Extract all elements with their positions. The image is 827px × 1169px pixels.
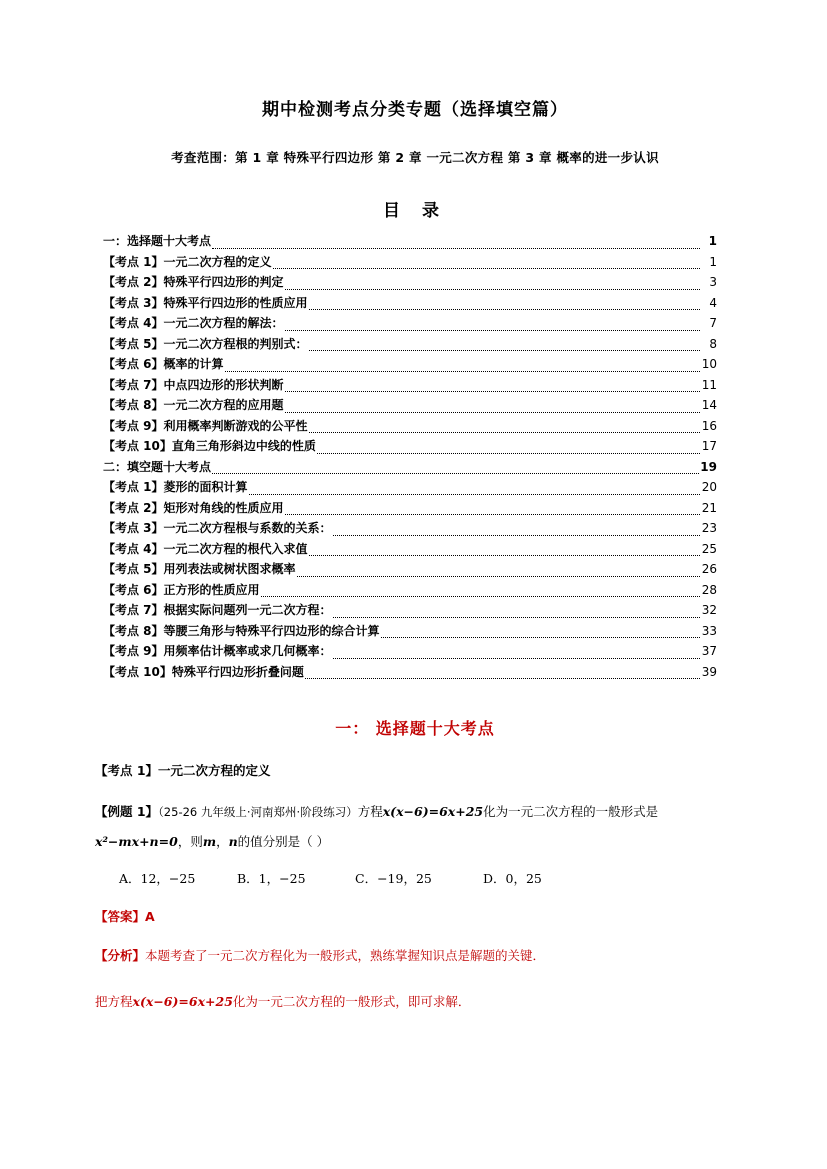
toc-entry[interactable] (103, 662, 717, 683)
toc-entry-label: 【考点 2】矩形对角线的性质应用 (103, 500, 284, 515)
toc-entry[interactable] (103, 395, 717, 416)
analysis-row (95, 943, 735, 969)
toc-entry-page: 11 (701, 377, 717, 392)
toc-entry[interactable] (103, 375, 717, 396)
section-title: 一： 选择题十大考点 (335, 719, 495, 738)
toc-leader-dots (285, 411, 700, 413)
toc-leader-dots (309, 431, 700, 433)
toc-leader-dots (225, 370, 700, 372)
example-label: 【例题 1】 (95, 804, 159, 819)
body-section (95, 716, 735, 1015)
example-text-3: ，则 (177, 834, 203, 849)
toc-entry[interactable] (103, 559, 717, 580)
toc-entry-label: 【考点 1】一元二次方程的定义 (103, 254, 272, 269)
toc-entry-label: 【考点 9】用频率估计概率或求几何概率： (103, 644, 332, 658)
toc-entry-page: 1 (708, 234, 717, 248)
toc-entry-page: 17 (701, 439, 717, 453)
toc-leader-dots (249, 493, 700, 495)
toc-entry-label: 【考点 5】一元二次方程根的判别式： (103, 336, 308, 351)
example-equation-1: x(x−6)=6x+25 (382, 804, 484, 819)
toc-entry[interactable] (103, 272, 717, 293)
toc-entry-page: 4 (709, 295, 717, 310)
toc-entry-label: 一：选择题十大考点 (103, 234, 212, 248)
toc-leader-dots (212, 472, 699, 474)
example-text-4: 的值分别是（ ） (237, 834, 330, 849)
toc-entry-page: 28 (701, 582, 717, 597)
toc-leader-dots (285, 288, 700, 290)
toc-leader-dots (212, 247, 700, 249)
toc-entry-label: 【考点 3】特殊平行四边形的性质应用 (103, 295, 308, 310)
toc-leader-dots (297, 575, 700, 577)
toc-entry-page: 16 (701, 418, 717, 433)
toc-entry-page: 32 (701, 603, 717, 617)
toc-leader-dots (333, 534, 700, 536)
toc-entry-page: 39 (701, 664, 717, 679)
toc-leader-dots (381, 636, 700, 638)
example-source: （25-26 九年级上·河南郑州·阶段练习） (158, 805, 358, 819)
toc-entry-label: 【考点 4】一元二次方程的解法： (103, 316, 284, 330)
toc-entry-page: 8 (709, 336, 717, 351)
toc-entry-label: 【考点 9】利用概率判断游戏的公平性 (103, 418, 308, 433)
example-text-2: 化为一元二次方程的一般形式是 (483, 804, 659, 819)
example-equation-2: x²−mx+n=0 (95, 834, 178, 849)
toc-entry-page: 7 (709, 316, 717, 330)
toc-entry-page: 25 (701, 541, 717, 556)
toc-entry-label: 【考点 1】菱形的面积计算 (103, 480, 248, 494)
toc-heading: 目 录 (383, 201, 447, 221)
toc-entry[interactable] (103, 231, 717, 252)
toc-entry[interactable] (103, 334, 717, 355)
toc-entry-label: 【考点 10】特殊平行四边形折叠问题 (103, 664, 304, 679)
toc-entry[interactable] (103, 600, 717, 621)
page-content (95, 95, 735, 1015)
toc-entry-label: 【考点 8】等腰三角形与特殊平行四边形的综合计算 (103, 623, 380, 638)
toc-leader-dots (285, 329, 700, 331)
keypoint-heading: 【考点 1】一元二次方程的定义 (95, 763, 271, 778)
analysis-solution (95, 989, 735, 1015)
answer-row (95, 907, 735, 925)
analysis-line2-equation: x(x−6)=6x+25 (132, 994, 233, 1009)
example-comma: ， (216, 834, 229, 849)
toc-entry-page: 23 (701, 521, 717, 535)
toc-entry-label: 二：填空题十大考点 (103, 459, 212, 474)
toc-entry-label: 【考点 8】一元二次方程的应用题 (103, 398, 284, 412)
analysis-line2-prefix: 把方程 (95, 994, 133, 1009)
toc-leader-dots (317, 452, 700, 454)
answer-value: A (145, 909, 155, 924)
toc-leader-dots (333, 616, 700, 618)
toc-entry-page: 21 (701, 500, 717, 515)
toc-entry-page: 19 (700, 459, 717, 474)
toc-entry[interactable] (103, 293, 717, 314)
toc-entry-label: 【考点 10】直角三角形斜边中线的性质 (103, 439, 316, 453)
toc-entry-label: 【考点 6】正方形的性质应用 (103, 582, 260, 597)
analysis-line2-suffix: 化为一元二次方程的一般形式，即可求解． (232, 994, 471, 1009)
toc-entry[interactable] (103, 580, 717, 601)
answer-choices (119, 869, 735, 887)
choice-c[interactable]: C．−19，25 (355, 871, 432, 886)
choice-d[interactable]: D．0，25 (483, 871, 542, 886)
exam-scope: 考查范围：第 1 章 特殊平行四边形 第 2 章 一元二次方程 第 3 章 概率的进一步认识 (171, 150, 659, 165)
toc-leader-dots (309, 308, 700, 310)
toc-entry[interactable] (103, 313, 717, 334)
toc-entry[interactable] (103, 477, 717, 498)
example-text-1: 方程 (357, 804, 383, 819)
toc-entry-label: 【考点 2】特殊平行四边形的判定 (103, 275, 284, 289)
toc-entry-page: 37 (701, 644, 717, 658)
toc-entry-page: 14 (701, 398, 717, 412)
toc-entry-page: 10 (701, 357, 717, 371)
example-problem (95, 797, 735, 857)
toc-entry[interactable] (103, 518, 717, 539)
toc-leader-dots (333, 657, 700, 659)
toc-entry[interactable] (103, 354, 717, 375)
toc-leader-dots (285, 513, 700, 515)
toc-entry[interactable] (103, 416, 717, 437)
toc-leader-dots (273, 267, 700, 269)
toc-leader-dots (305, 677, 700, 679)
toc-entry[interactable] (103, 498, 717, 519)
toc-entry-label: 【考点 7】中点四边形的形状判断 (103, 377, 284, 392)
toc-entry-label: 【考点 6】概率的计算 (103, 357, 224, 371)
toc-entry-label: 【考点 5】用列表法或树状图求概率 (103, 562, 296, 576)
toc-entry-label: 【考点 7】根据实际问题列一元二次方程： (103, 603, 332, 617)
toc-entry[interactable] (103, 641, 717, 662)
toc-entry-page: 33 (701, 623, 717, 638)
toc-entry-page: 1 (709, 254, 717, 269)
toc-leader-dots (261, 595, 700, 597)
example-variable-m: m (202, 834, 217, 849)
choice-a[interactable]: A．12，−25 (119, 871, 196, 886)
toc-entry-page: 3 (709, 275, 717, 289)
choice-b[interactable]: B．1，−25 (237, 871, 306, 886)
toc-entry-page: 26 (701, 562, 717, 576)
toc-entry-label: 【考点 4】一元二次方程的根代入求值 (103, 541, 308, 556)
toc-entry[interactable] (103, 539, 717, 560)
toc-leader-dots (309, 554, 700, 556)
toc-entry[interactable] (103, 621, 717, 642)
toc-leader-dots (309, 349, 700, 351)
example-variable-n: n (228, 834, 238, 849)
toc-leader-dots (285, 390, 700, 392)
toc-entry[interactable] (103, 252, 717, 273)
page-title: 期中检测考点分类专题（选择填空篇） (262, 100, 568, 120)
answer-label: 【答案】 (95, 909, 146, 924)
toc-entry[interactable] (103, 457, 717, 478)
toc-entry-label: 【考点 3】一元二次方程根与系数的关系： (103, 521, 332, 535)
table-of-contents (95, 231, 735, 682)
analysis-label: 【分析】 (95, 948, 146, 963)
toc-entry[interactable] (103, 436, 717, 457)
analysis-text: 本题考查了一元二次方程化为一般形式，熟练掌握知识点是解题的关键． (145, 948, 546, 963)
toc-entry-page: 20 (701, 480, 717, 494)
